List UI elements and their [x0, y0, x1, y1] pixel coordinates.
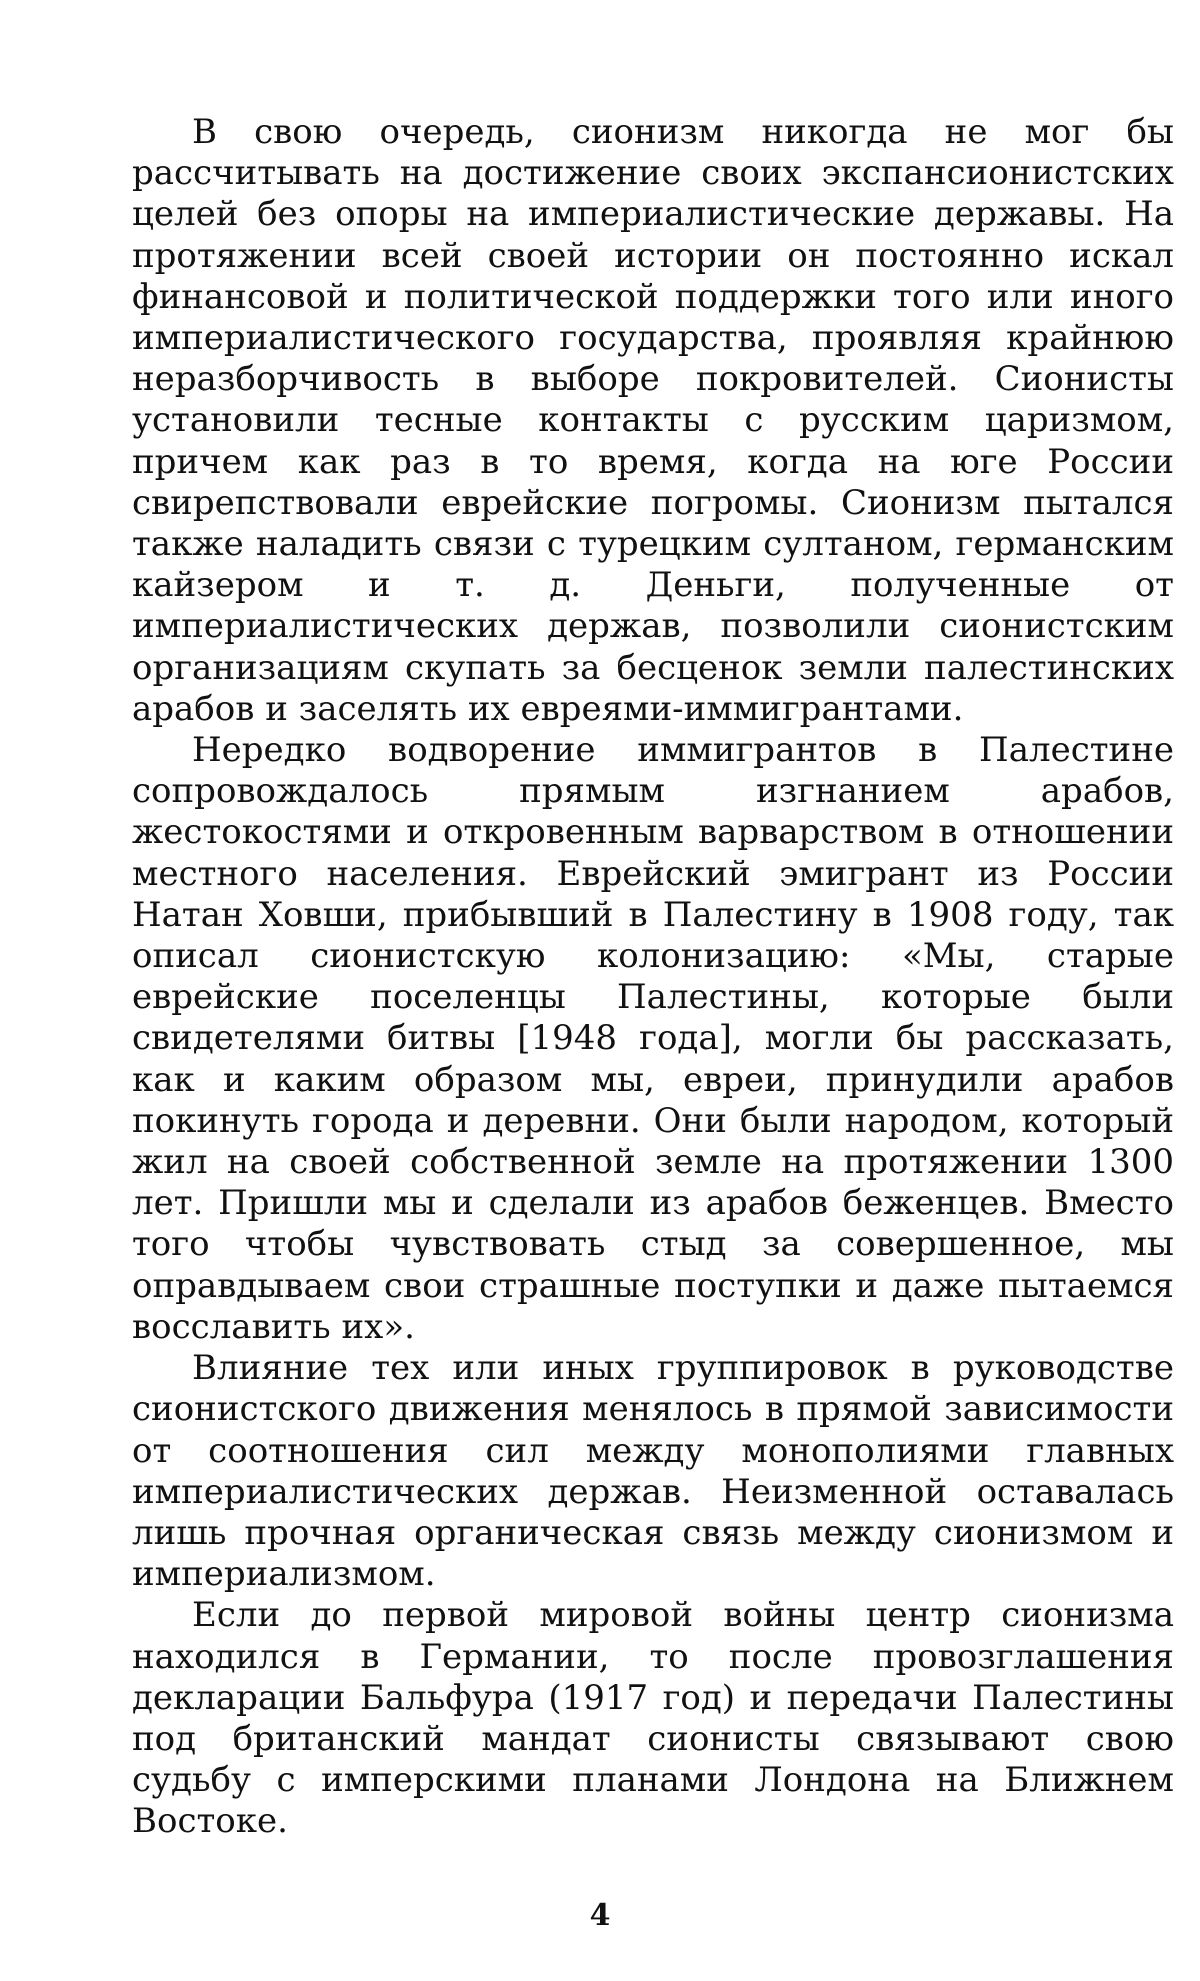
- paragraph-1: В свою очередь, сионизм никогда не мог бы рассчитывать на достижение своих экспансионистских целей без опоры на империалистические державы. На протяжении всей своей истории он постоянно искал финансовой и политической поддержки того или иного империалистического государства, проявляя крайнюю неразборчивость в выборе покровителей. Сионисты установили тесные контакты с русским царизмом, причем как раз в то время, когда на юге России свирепствовали еврейские погромы. Сионизм пытался также наладить связи с турецким султаном, германским кайзером и т. д. Деньги, полученные от империалистических держав, позволили сионистским организациям скупать за бесценок земли палестинских арабов и заселять их евреями-иммигрантами.: [132, 112, 1174, 729]
- paragraph-3: Влияние тех или иных группировок в руководстве сионистского движения менялось в прямой зависимости от соотношения сил между монополиями главных империалистических держав. Неизменной оставалась лишь прочная органическая связь между сионизмом и империализмом.: [132, 1348, 1174, 1595]
- page-number: 4: [589, 1898, 611, 1933]
- paragraph-4: Если до первой мировой войны центр сионизма находился в Германии, то после провозглашения декларации Бальфура (1917 год) и передачи Палестины под британский мандат сионисты связывают свою судьбу с имперскими планами Лондона на Ближнем Востоке.: [132, 1595, 1174, 1842]
- page-body: [132, 112, 1174, 1843]
- paragraph-2: Нередко водворение иммигрантов в Палестине сопровождалось прямым изгнанием арабов, жестокостями и откровенным варварством в отношении местного населения. Еврейский эмигрант из России Натан Ховши, прибывший в Палестину в 1908 году, так описал сионистскую колонизацию: «Мы, старые еврейские поселенцы Палестины, которые были свидетелями битвы [1948 года], могли бы рассказать, как и каким образом мы, евреи, принудили арабов покинуть города и деревни. Они были народом, который жил на своей собственной земле на протяжении 1300 лет. Пришли мы и сделали из арабов беженцев. Вместо того чтобы чувствовать стыд за совершенное, мы оправдываем свои страшные поступки и даже пытаемся восславить их».: [132, 730, 1174, 1347]
